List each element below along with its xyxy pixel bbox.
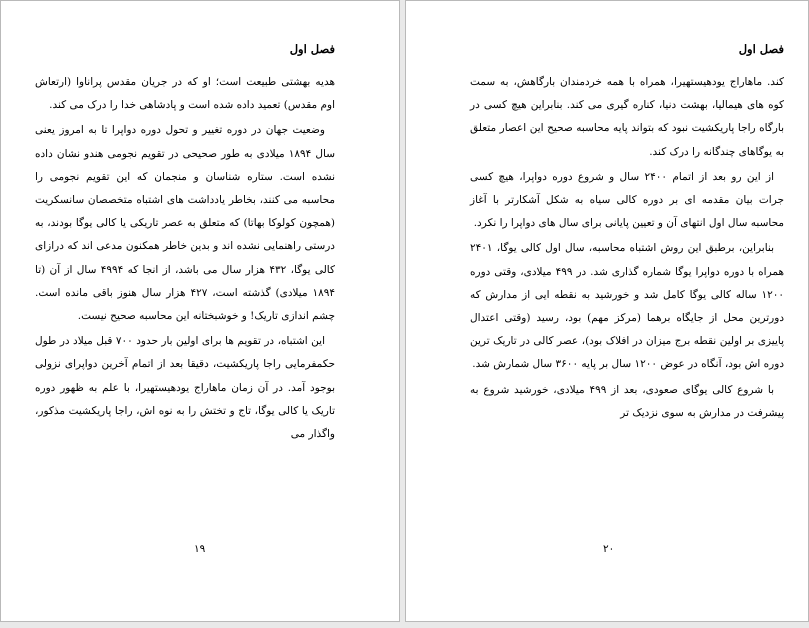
paragraph: بنابراین، برطبق این روش اشتباه محاسبه، سال اول کالی یوگا، ۲۴۰۱ همراه با دوره دواپرا یوگا شماره گذاری شد. در ۴۹۹ میلادی، وقتی دوره ۱۲۰۰ ساله کالی یوگا کامل شد و خورشید به نقطه ایی از مدارش که دورترین محل از جایگاه برهما (مرکز مهم) بود، رسید (وقتی اعتدال پاییزی بر اولین نقطه برج میزان در افلاک بود)، عصر کالی در تاریک ترین دوره اش بود، آنگاه در عوض ۱۲۰۰ سال بر پایه ۳۶۰۰ سال شمارش شد. [470, 242, 784, 371]
right-page [405, 0, 809, 622]
left-page [0, 0, 400, 622]
left-page-content [35, 39, 335, 448]
paragraph: با شروع کالی یوگای صعودی، بعد از ۴۹۹ میلادی، خورشید شروع به پیشرفت در مدارش به سوی نزدیک تر [470, 383, 784, 419]
page-number: ۲۰ [603, 543, 615, 555]
paragraph: از این رو بعد از اتمام ۲۴۰۰ سال و شروع دوره دواپرا، هیچ کسی جرات بیان مقدمه ای بر دوره کالی سیاه به شکل آشکارتر با آغاز محاسبه سال اول انتهای آن و تعیین پایانی برای سال های دواپرا را نکرد. [470, 170, 784, 230]
paragraph: این اشتباه، در تقویم ها برای اولین بار حدود ۷۰۰ قبل میلاد در طول حکمفرمایی راجا پاریکشیت، دقیقا بعد از اتمام آخرین دواپرای نزولی بوجود آمد. در آن زمان ماهاراج یودهیستهیرا، با علم به ظهور دوره تاریک یا کالی یوگا، تاج و تختش را به نوه اش، راجا پاریکشیت مذکور، واگذار می [35, 335, 335, 441]
paragraph: کند. ماهاراج یودهیستهیرا، همراه با همه خردمندان بارگاهش، به سمت کوه های هیمالیا، بهشت دنیا، کناره گیری می کند. بنابراین هیچ کسی در بارگاه راجا پاریکشیت نبود که بتواند پایه محاسبه صحیح این اعصار متعلق به یوگاهای چندگانه را درک کند. [470, 76, 785, 158]
chapter-heading: فصل اول [289, 42, 335, 56]
paragraph: هدیه بهشتی طبیعت است؛ او که در جریان مقدس پراناوا (ارتعاش اوم مقدس) تعمید داده شده است و پادشاهی خدا را درک می کند. [35, 76, 335, 112]
right-page-content [470, 39, 784, 427]
paragraph: وضعیت جهان در دوره تغییر و تحول دوره دواپرا تا به امروز یعنی سال ۱۸۹۴ میلادی به طور صحیحی در تقویم نجومی هندو نشان داده نشده است. ستاره شناسان و منجمان که این تقویم نجومی را محاسبه می کنند، بخاطر یادداشت های اشتباه متخصصان سانسکریت (همچون کولوکا بهاتا) که متعلق به عصر تاریکی یا کالی یوگا بودند، به درستی راهنمایی نشده اند و بدین خاطر همکنون مدعی اند که درازای کالی یوگا، ۴۳۲ هزار سال می باشد، از انجا که ۴۹۹۴ سال از آن (تا ۱۸۹۴ میلادی) گذشته است، ۴۲۷ هزار سال هنوز باقی مانده است. چشم اندازی تاریک! و خوشبختانه این محاسبه صحیح نیست. [35, 124, 336, 323]
page-number: ۱۹ [194, 543, 206, 555]
chapter-heading: فصل اول [738, 42, 784, 56]
